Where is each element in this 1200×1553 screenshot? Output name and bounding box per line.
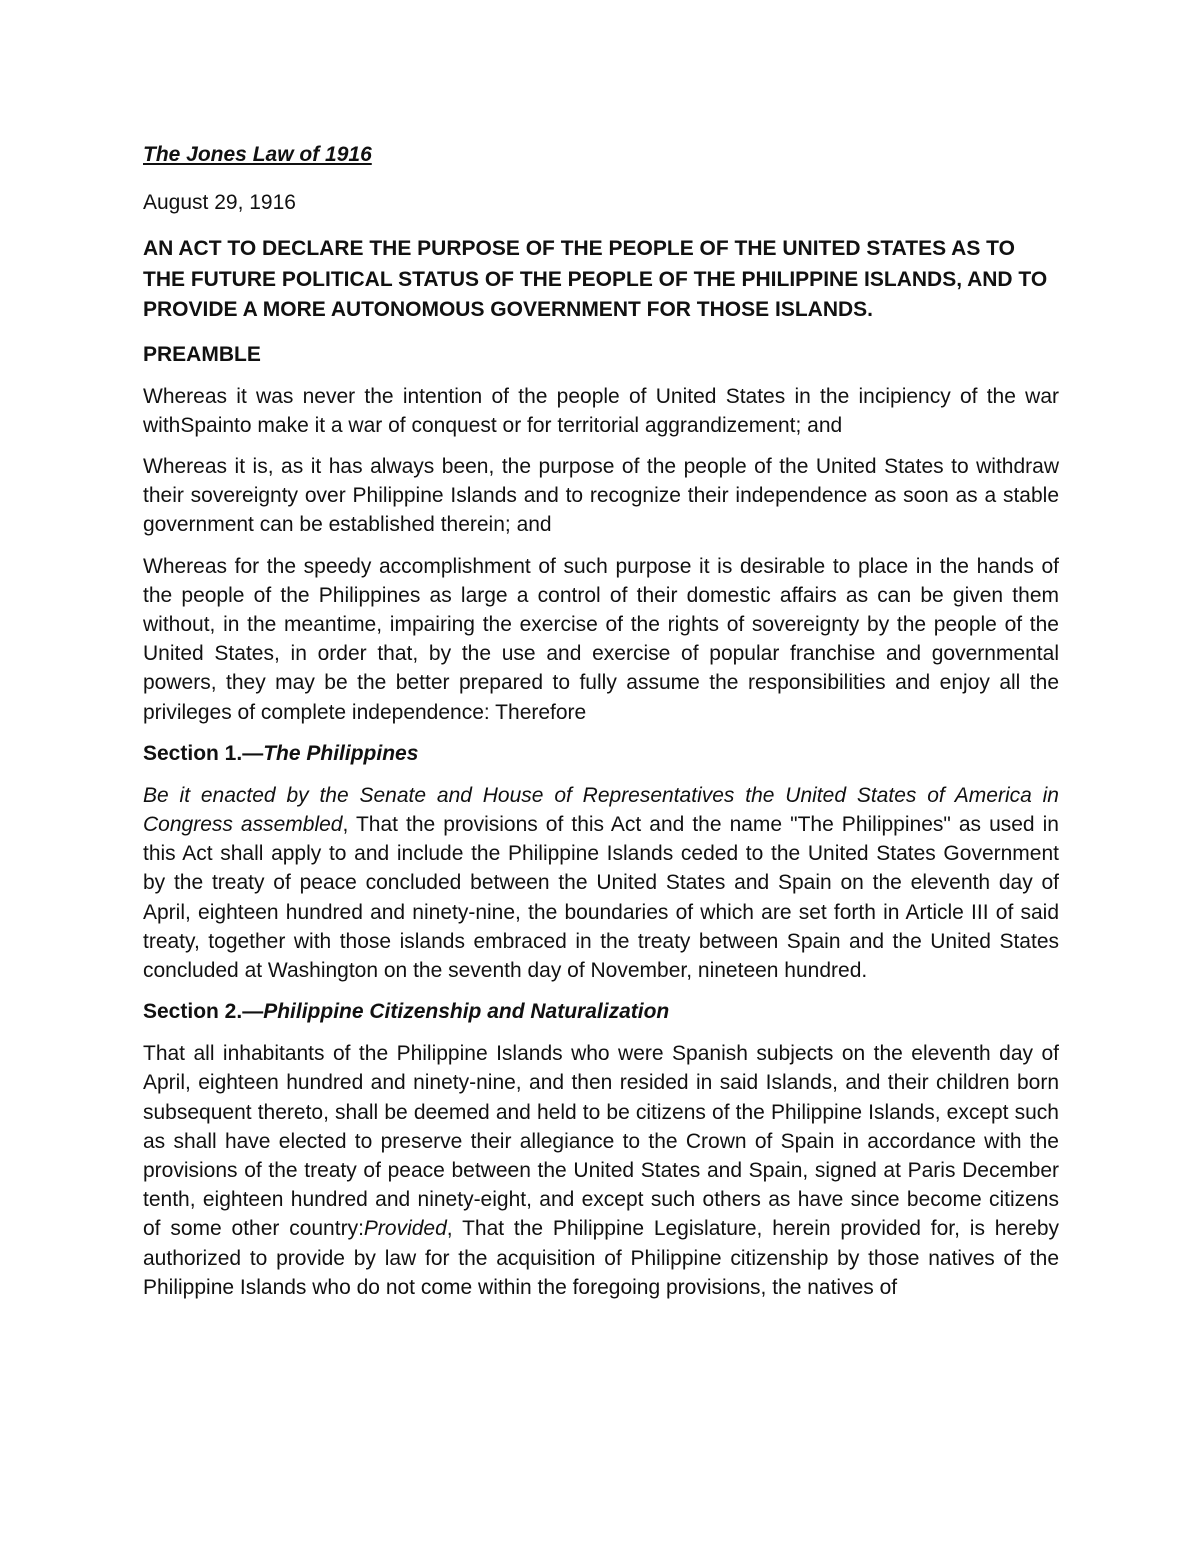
section-1-number: Section 1.—	[143, 741, 264, 765]
preamble-paragraph: Whereas for the speedy accomplishment of such purpose it is desirable to place in the hands of the people of the Philippines as large a control of their domestic affairs as can be given them without, in the meantime, impairing the exercise of the rights of sovereignty by the people of the United States, in order that, by the use and exercise of popular franchise and governmental powers, they may be the better prepared to fully assume the responsibilities and enjoy all the privileges of complete independence: Therefore	[143, 554, 1059, 724]
section-1-heading	[143, 739, 1059, 769]
section-2-number: Section 2.—	[143, 1000, 264, 1024]
preamble-paragraph: Whereas it is, as it has always been, the purpose of the people of the United States to withdraw their sovereignty over Philippine Islands and to recognize their independence as soon as a stable government can be established therein; and	[143, 454, 1059, 537]
section-1-title: The Philippines	[263, 741, 419, 765]
section-2-heading	[143, 997, 1059, 1027]
section-2-body	[143, 1039, 1059, 1302]
document-date: August 29, 1916	[143, 191, 296, 214]
document-page	[143, 140, 1059, 1314]
section-2-text-after: , That the Philippine Legislature, herein provided for, is hereby authorized to provide by law for the acquisition of Philippine citizenship by those natives of the Philippine Islands who do not come within the foregoing provisions, the natives of	[143, 1217, 1059, 1299]
act-heading: AN ACT TO DECLARE THE PURPOSE OF THE PEOPLE OF THE UNITED STATES AS TO THE FUTURE POLITICAL STATUS OF THE PEOPLE OF THE PHILIPPINE ISLANDS, AND TO PROVIDE A MORE AUTONOMOUS GOVERNMENT FOR THOSE ISLANDS.	[143, 237, 1048, 321]
preamble-paragraph: Whereas it was never the intention of the people of United States in the incipiency of the war withSpainto make it a war of conquest or for territorial aggrandizement; and	[143, 384, 1059, 437]
document-title: The Jones Law of 1916	[143, 143, 372, 166]
section-2-title: Philippine Citizenship and Naturalization	[263, 1000, 670, 1024]
section-1-body	[143, 781, 1059, 985]
section-2-text-before: That all inhabitants of the Philippine Islands who were Spanish subjects on the eleventh day of April, eighteen hundred and ninety-nine, and then resided in said Islands, and their children born subsequent thereto, shall be deemed and held to be citizens of the Philippine Islands, except such as shall have elected to preserve their allegiance to the Crown of Spain in accordance with the provisions of the treaty of peace between the United States and Spain, signed at Paris December tenth, eighteen hundred and ninety-eight, and except such others as have since become citizens of some other country:	[143, 1042, 1059, 1241]
section-1-enacting-clause: Be it enacted by the Senate and House of Representatives the United States of America in Congress assembled	[143, 783, 1059, 836]
section-2-provided: Provided	[363, 1217, 447, 1241]
preamble-heading: PREAMBLE	[143, 342, 261, 366]
section-1-text: , That the provisions of this Act and the name "The Philippines" as used in this Act shall apply to and include the Philippine Islands ceded to the United States Government by the treaty of peace concluded between the United States and Spain on the eleventh day of April, eighteen hundred and ninety-nine, the boundaries of which are set forth in Article III of said treaty, together with those islands embraced in the treaty between Spain and the United States concluded at Washington on the seventh day of November, nineteen hundred.	[143, 812, 1059, 982]
